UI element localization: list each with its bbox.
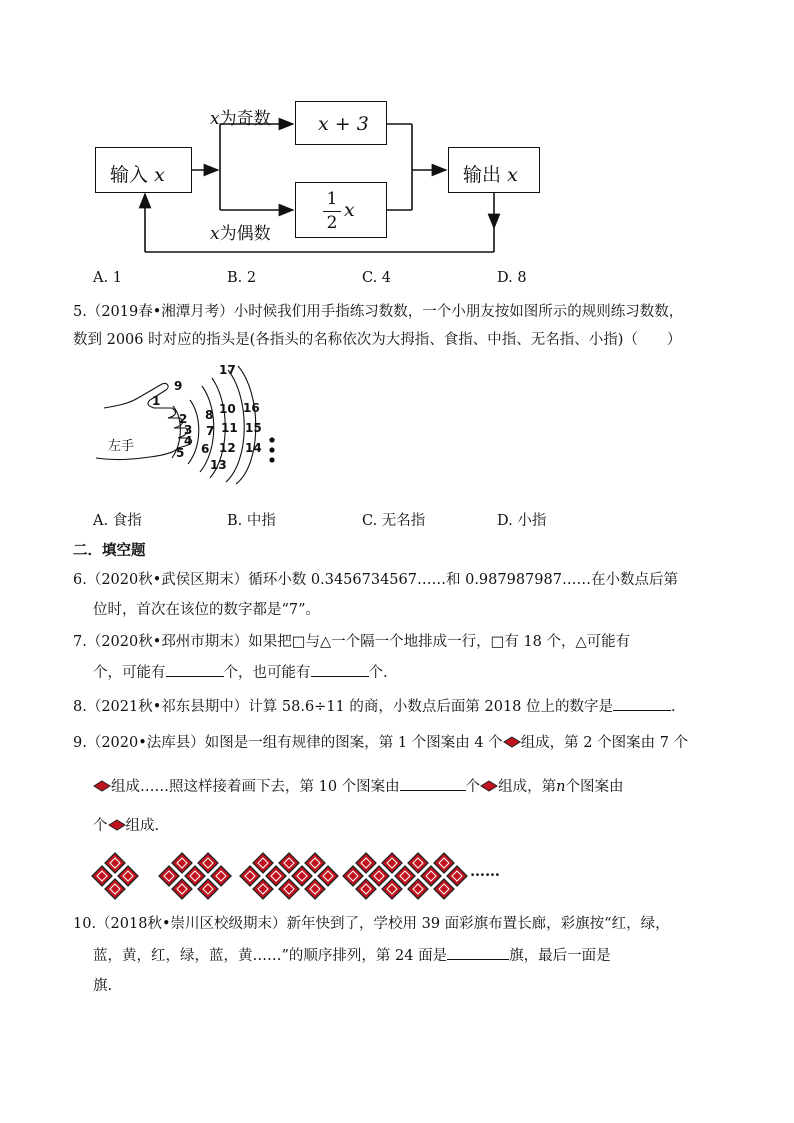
pattern-2 [159,853,231,899]
even-box [295,182,387,238]
hand-num-6: 6 [201,442,210,456]
q6-line2: 位时，首次在该位的数字都是“7”。 [93,602,321,618]
q7-line1: 7.（2020秋•邳州市期末）如果把□与△一个隔一个地排成一行，□有 18 个，△可能有 [73,634,631,650]
q9-line1 [73,733,688,753]
hand-num-15: 15 [245,421,262,435]
diamond-icon [480,780,498,792]
flowchart-lines [0,0,794,270]
even-branch-var: x [210,224,220,244]
q8-line [73,696,676,717]
output-box [448,147,540,193]
hand-label: 左手 [108,439,135,454]
even-branch-text: 为偶数 [219,224,271,244]
q9-text-2b: 个 [465,779,481,795]
odd-branch-var: x [210,109,220,129]
hand-num-10: 10 [219,402,236,416]
q7-text-c: 个. [368,665,388,681]
q5-choice-c: C. 无名指 [362,513,426,529]
hand-num-17: 17 [219,363,236,377]
q5-line2: 数到 2006 时对应的指头是(各指头的名称依次为大拇指、食指、中指、无名指、小指)（ ） [73,332,682,348]
odd-branch-text: 为奇数 [219,109,271,129]
q9-text-2d: 个图案由 [565,779,624,795]
even-frac-num: 1 [326,189,338,209]
hand-num-13: 13 [210,458,227,472]
q4-choice-b: B. 2 [227,270,257,286]
frac-bar [323,211,341,212]
hand-num-5: 5 [176,446,185,460]
pattern-3 [240,853,338,899]
output-label: 输出 [463,164,502,186]
pattern-ellipsis: …… [470,862,500,880]
q9-line3 [93,816,159,836]
input-box [95,147,192,193]
hand-num-12: 12 [219,441,236,455]
input-var: x [154,164,165,186]
diamond-patterns [85,850,535,906]
q9-text-3a: 个 [93,818,108,834]
odd-expr: x + 3 [318,113,369,135]
hand-num-8: 8 [205,408,214,422]
section-title: 二．填空题 [73,543,146,559]
diamond-icon [93,780,111,792]
q10-text-2b: 旗，最后一面是 [509,948,611,964]
odd-box [295,101,387,145]
q9-text-1b: 组成，第 2 个图案由 7 个 [520,735,689,751]
q7-text-b: 个，也可能有 [223,665,311,681]
q7-text-a: 个，可能有 [93,665,166,681]
hand-num-1: 1 [152,394,161,408]
q8-text: 8.（2021秋•祁东县期中）计算 58.6÷11 的商，小数点后面第 2018 位上的数字是 [73,699,614,715]
hand-num-14: 14 [245,441,262,455]
pattern-4 [343,853,467,899]
input-label: 输入 [110,164,149,186]
even-frac-den: 2 [326,213,338,233]
pattern-1 [92,853,138,899]
q5-choice-d: D. 小指 [497,513,547,529]
hand-figure [90,360,300,485]
q4-choice-d: D. 8 [497,270,527,286]
q7-blank-2[interactable] [311,662,369,677]
hand-num-7: 7 [206,424,215,438]
hand-num-3: 3 [184,423,193,437]
q10-line3: 旗. [93,978,113,994]
q8-end: . [671,699,676,715]
odd-branch-label [210,104,271,129]
q9-text-2a: 组成……照这样接着画下去，第 10 个图案由 [111,779,400,795]
q10-line1: 10.（2018秋•崇川区校级期末）新年快到了，学校用 39 面彩旗布置长廊，彩旗按“红，绿， [73,916,670,932]
output-var: x [507,164,518,186]
q5-choice-a: A. 食指 [93,513,142,529]
q4-choice-a: A. 1 [93,270,122,286]
hand-num-16: 16 [243,401,260,415]
q9-text-1a: 9.（2020•法库县）如图是一组有规律的图案，第 1 个图案由 4 个 [73,735,503,751]
hand-num-2: 2 [179,412,188,426]
q5-choice-b: B. 中指 [227,513,276,529]
q9-line2 [93,776,624,797]
q7-line2 [93,662,388,683]
q6-line1: 6.（2020秋•武侯区期末）循环小数 0.3456734567……和 0.987987987……在小数点后第 [73,572,678,588]
hand-num-11: 11 [221,421,238,435]
q10-line2 [93,945,611,966]
even-branch-label [210,219,271,244]
q9-text-2c: 组成，第 [498,779,557,795]
diamond-icon [503,736,521,748]
diamond-icon [108,819,126,831]
q7-blank-1[interactable] [166,662,224,677]
q8-blank[interactable] [613,696,671,711]
q5-line1: 5.（2019春•湘潭月考）小时候我们用手指练习数数，一个小朋友按如图所示的规则练习数数， [73,304,684,320]
q9-text-3b: 组成. [125,818,160,834]
q4-choice-c: C. 4 [362,270,392,286]
q10-blank[interactable] [447,945,509,960]
q9-n: n [556,779,566,795]
q9-blank-1[interactable] [400,776,466,791]
q10-text-2a: 蓝，黄，红，绿，蓝，黄……”的顺序排列，第 24 面是 [93,948,448,964]
hand-num-4: 4 [184,434,193,448]
hand-num-9: 9 [174,379,183,393]
even-var: x [344,199,355,221]
